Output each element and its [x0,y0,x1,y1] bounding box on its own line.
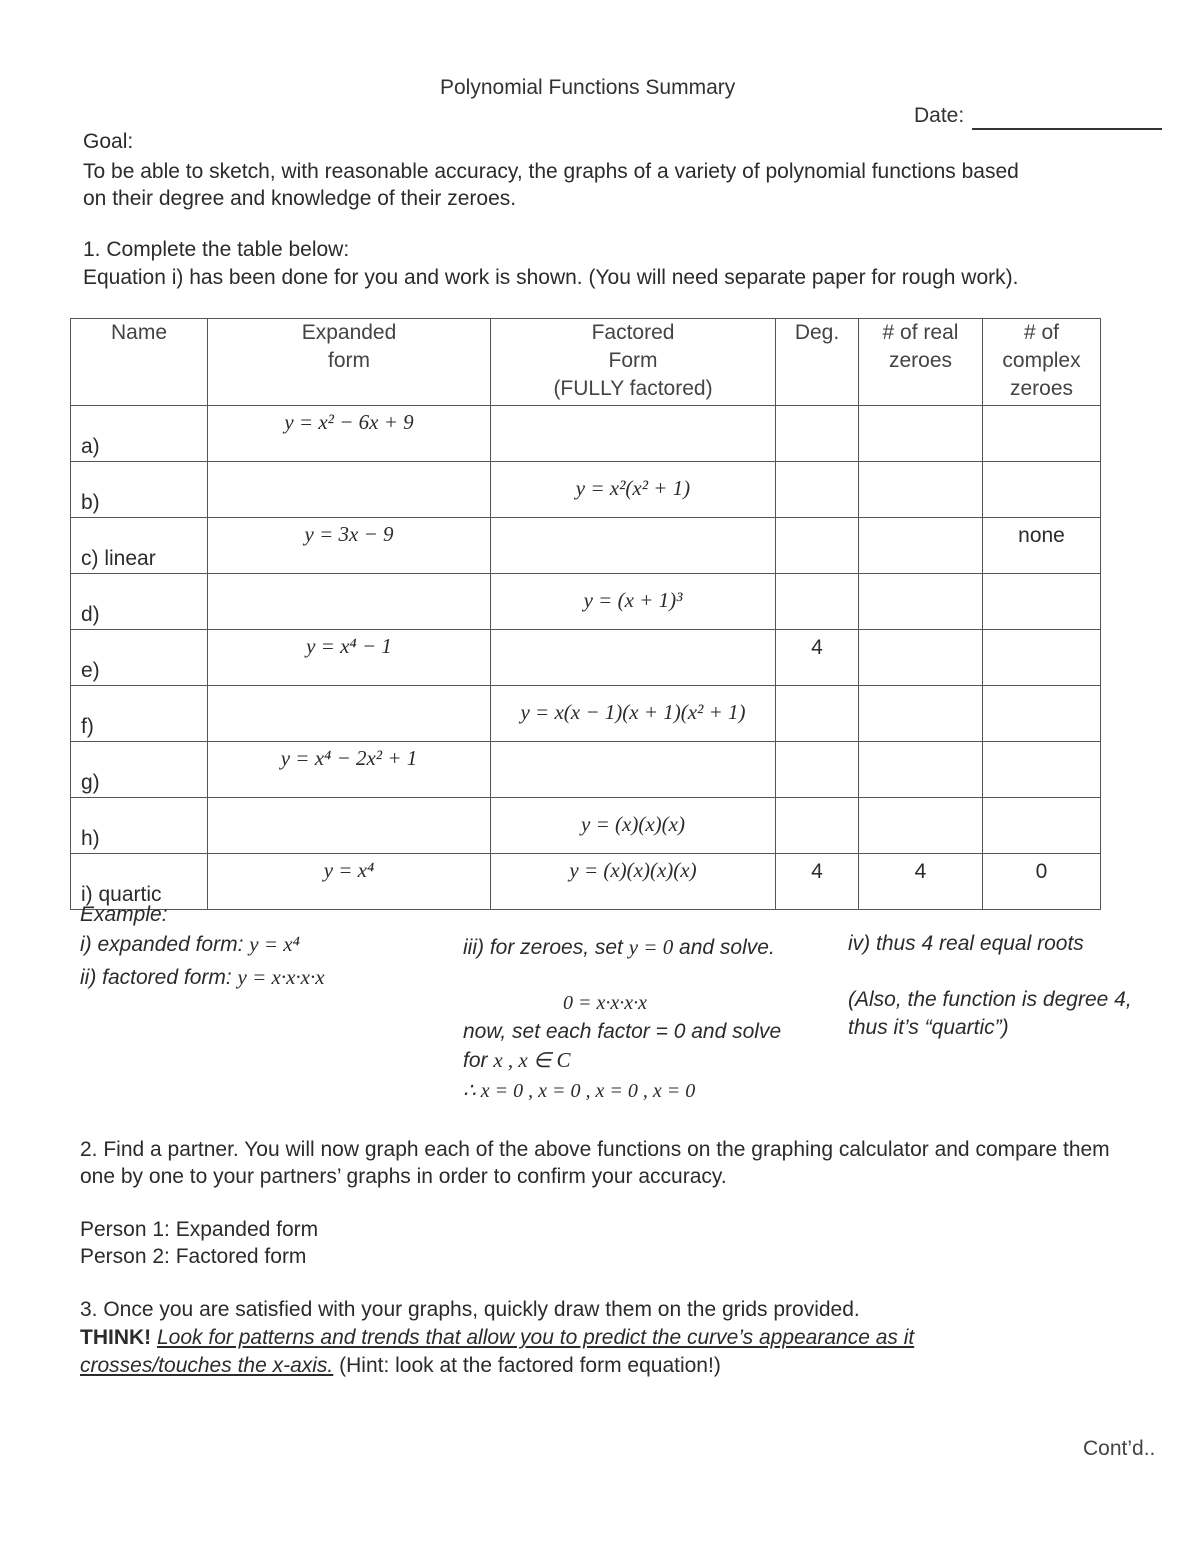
complex-zeroes-value: 0 [1035,860,1048,883]
degree-cell[interactable] [776,518,859,574]
complex-zeroes-cell[interactable] [983,462,1101,518]
real-zeroes-cell[interactable] [859,630,983,686]
expanded-cell[interactable] [208,406,491,462]
row-label: h) [81,827,100,850]
question-2-text: 2. Find a partner. You will now graph each of the above functions on the graphing calculator and compare them one by one to your partners’ graphs in order to confirm your accuracy. [80,1138,1110,1188]
think-underlined-1: Look for patterns and trends that allow you to predict the curve’s appearance as it [157,1326,915,1349]
expanded-cell[interactable] [208,742,491,798]
date-label: Date: [914,104,965,127]
complex-zeroes-cell[interactable] [983,574,1101,630]
table-row [71,630,1101,686]
header-name-text: Name [110,321,168,344]
row-label: f) [81,715,94,738]
example-factored-form [80,965,325,990]
example-label: Example: [80,903,168,926]
polynomial-summary-table [70,318,1101,910]
real-zeroes-cell[interactable] [859,462,983,518]
complex-zeroes-cell[interactable] [983,742,1101,798]
table-row [71,406,1101,462]
real-zeroes-cell[interactable] [859,798,983,854]
example-equation-zero: 0 = x·x·x·x [563,992,648,1014]
expanded-cell[interactable] [208,518,491,574]
complex-zeroes-cell[interactable] [983,630,1101,686]
header-name [71,319,208,406]
real-zeroes-cell[interactable] [859,686,983,742]
real-zeroes-cell[interactable] [859,742,983,798]
example-i-math: y = x⁴ [249,932,300,956]
degree-cell[interactable] [776,798,859,854]
example-roots-conclusion: iv) thus 4 real equal roots [848,932,1084,955]
real-zeroes-value: 4 [914,860,927,883]
example-ii-text: ii) factored form: [80,966,238,989]
expanded-cell [208,854,491,910]
factored-cell[interactable] [491,686,776,742]
table-row [71,798,1101,854]
complex-zeroes-cell[interactable] [983,686,1101,742]
factored-cell[interactable] [491,574,776,630]
complex-zeroes-value: none [1018,524,1065,547]
name-cell [71,798,208,854]
expanded-cell[interactable] [208,630,491,686]
row-label: b) [81,491,100,514]
factored-equation: y = x²(x² + 1) [575,476,691,500]
name-cell [71,742,208,798]
expanded-cell[interactable] [208,686,491,742]
degree-cell[interactable] [776,406,859,462]
table-row [71,686,1101,742]
degree-cell [776,854,859,910]
expanded-cell[interactable] [208,574,491,630]
goal-label: Goal: [83,130,134,153]
expanded-equation: y = x² − 6x + 9 [284,410,414,434]
complex-zeroes-cell[interactable] [983,518,1101,574]
name-cell [71,518,208,574]
table-row [71,462,1101,518]
example-factor-step [463,1018,793,1075]
question-3-think-line [80,1326,914,1350]
continued-label: Cont’d.. [1083,1437,1156,1460]
name-cell [71,406,208,462]
question-1-heading: 1. Complete the table below: [83,238,350,261]
header-expanded [208,319,491,406]
degree-cell[interactable] [776,630,859,686]
factored-cell[interactable] [491,518,776,574]
expanded-equation: y = 3x − 9 [304,522,394,546]
date-blank-line[interactable] [972,128,1162,130]
think-underlined-2: crosses/touches the x-axis. [80,1354,334,1377]
table-header-row [71,319,1101,406]
name-cell [71,462,208,518]
header-expanded-line2: form [328,349,370,372]
hint-text: (Hint: look at the factored form equation!) [333,1354,721,1377]
header-real-line1: # of real [882,321,959,344]
header-complex-line2: complex [1002,349,1081,372]
degree-value: 4 [811,860,823,883]
header-complex-zeroes [983,319,1101,406]
example-degree-note: (Also, the function is degree 4, thus it’s “quartic”) [848,988,1132,1039]
example-expanded-form [80,932,300,957]
factored-cell[interactable] [491,406,776,462]
example-solutions: ∴ x = 0 , x = 0 , x = 0 , x = 0 [463,1080,696,1102]
row-label: e) [81,659,100,682]
row-label: g) [81,771,100,794]
header-factored-line3: (FULLY factored) [553,377,713,400]
factored-cell [491,854,776,910]
degree-cell[interactable] [776,742,859,798]
expanded-equation: y = x⁴ [323,858,375,882]
row-label: d) [81,603,100,626]
example-zeroes-step [463,932,783,963]
name-cell [71,686,208,742]
question-3-text: 3. Once you are satisfied with your graphs, quickly draw them on the grids provided. [80,1298,860,1321]
header-factored-line1: Factored [591,321,675,344]
real-zeroes-cell[interactable] [859,406,983,462]
factored-cell[interactable] [491,798,776,854]
factored-equation: y = (x + 1)³ [583,588,683,612]
header-expanded-line1: Expanded [301,321,397,344]
real-zeroes-cell[interactable] [859,518,983,574]
expanded-equation: y = x⁴ − 2x² + 1 [280,746,418,770]
table-row [71,742,1101,798]
factored-equation: y = (x)(x)(x) [581,812,685,836]
header-real-zeroes [859,319,983,406]
name-cell [71,854,208,910]
name-cell [71,574,208,630]
factored-cell[interactable] [491,742,776,798]
header-degree [776,319,859,406]
question-3-hint-line [80,1354,721,1378]
row-label: i) quartic [81,883,162,906]
expanded-equation: y = x⁴ − 1 [306,634,392,658]
example-ii-math: y = x·x·x·x [237,965,325,989]
degree-cell[interactable] [776,574,859,630]
factored-equation: y = x(x − 1)(x + 1)(x² + 1) [520,700,746,724]
example-i-text: i) expanded form: [80,933,250,956]
complex-zeroes-cell [983,854,1101,910]
example-iii-text: iii) for zeroes, set [463,936,629,959]
page-title: Polynomial Functions Summary [440,76,736,99]
degree-value: 4 [811,636,823,659]
expanded-cell[interactable] [208,462,491,518]
example-now-math: x , x ∈ C [493,1048,571,1072]
header-degree-text: Deg. [794,321,840,344]
real-zeroes-cell [859,854,983,910]
table-row [71,574,1101,630]
table-row [71,854,1101,910]
question-1-instructions: Equation i) has been done for you and work is shown. (You will need separate paper for rough work). [83,266,1019,289]
example-iii-text-end: and solve. [673,936,775,959]
factored-cell[interactable] [491,462,776,518]
goal-line-1: To be able to sketch, with reasonable accuracy, the graphs of a variety of polynomial functions based [83,160,1019,183]
complex-zeroes-cell[interactable] [983,406,1101,462]
goal-line-2: on their degree and knowledge of their zeroes. [83,187,517,210]
factored-equation: y = (x)(x)(x)(x) [569,858,697,882]
complex-zeroes-cell[interactable] [983,798,1101,854]
table-row [71,518,1101,574]
real-zeroes-cell[interactable] [859,574,983,630]
goal-text [83,158,1019,212]
example-now-text: now, set each factor = 0 and solve for [463,1020,782,1072]
header-complex-line3: zeroes [1009,377,1074,400]
degree-cell[interactable] [776,686,859,742]
expanded-cell[interactable] [208,798,491,854]
row-label: a) [81,435,100,458]
degree-cell[interactable] [776,462,859,518]
example-iii-math: y = 0 [628,935,674,959]
header-real-line2: zeroes [888,349,953,372]
person-1-role: Person 1: Expanded form [80,1218,319,1241]
header-factored-line2: Form [608,349,658,372]
header-complex-line1: # of [1023,321,1060,344]
factored-cell[interactable] [491,630,776,686]
name-cell [71,630,208,686]
row-label: c) linear [81,547,156,570]
header-factored [491,319,776,406]
think-label: THINK! [80,1326,157,1349]
person-2-role: Person 2: Factored form [80,1245,307,1268]
